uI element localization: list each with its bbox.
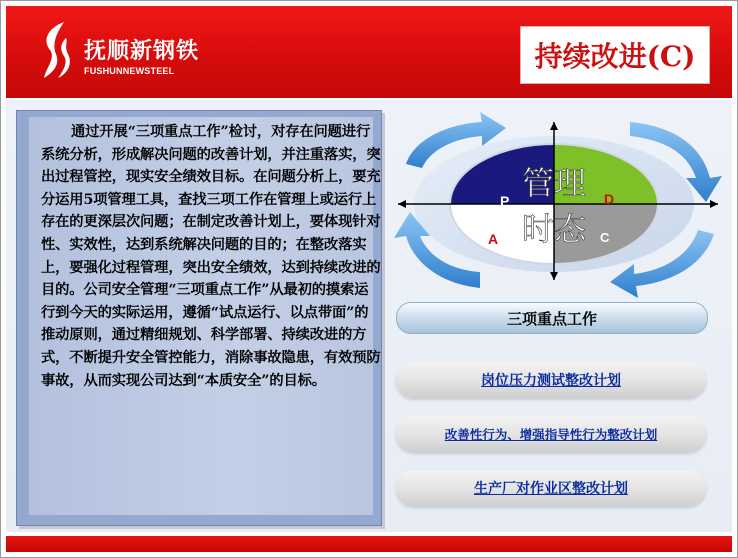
page-title: 持续改进(C) <box>534 40 696 73</box>
axis-arrow-right-icon <box>710 200 718 208</box>
header-bar <box>6 6 732 98</box>
axis-arrow-down-icon <box>550 272 558 280</box>
quadrant-label-c: C <box>600 230 610 245</box>
center-label-bottom: 时态 <box>521 210 587 248</box>
pdca-diagram <box>384 104 730 304</box>
company-logo-icon <box>40 20 72 82</box>
quadrant-label-a: A <box>488 231 499 247</box>
text-panel <box>16 110 382 526</box>
footer-bar <box>6 536 732 552</box>
plan-link-1[interactable]: 岗位压力测试整改计划 <box>481 373 621 389</box>
body-paragraph: 通过开展“三项重点工作”检讨，对存在问题进行系统分析，形成解决问题的改善计划，并注重落实，突出过程管控，现实安全绩效目标。在问题分析上，要充分运用5项管理工具，查找三项工作在管理上或运行上存在的更深层次问题；在制定改善计划上，要体现针对性、实效性，达到系统解决问题的目的；在整改落实上，要强化过程管理，突出安全绩效，达到持续改进的目的。公司安全管理“三项重点工作”从最初的摸索运行到今天的实际运用，遵循“试点运行、以点带面”的推动原则，通过精细规划、科学部署、持续改进的方式，不断提升安全管控能力，消除事故隐患，有效预防事故，从而实现公司达到“本质安全”的目标。 <box>41 124 381 389</box>
axis-arrow-left-icon <box>398 200 406 208</box>
plan-link-3[interactable]: 生产厂对作业区整改计划 <box>474 481 628 497</box>
center-label-top: 管理 <box>521 164 587 202</box>
company-name-cn: 抚顺新钢铁 <box>84 39 200 64</box>
quadrant-label-d: D <box>604 191 615 207</box>
plan-link-2[interactable]: 改善性行为、增强指导性行为整改计划 <box>444 427 658 442</box>
plan-item-2[interactable] <box>396 416 706 452</box>
section-header: 三项重点工作 <box>396 302 708 334</box>
plan-item-3[interactable] <box>396 470 706 506</box>
axis-arrow-up-icon <box>550 122 558 130</box>
quadrant-label-p: P <box>500 193 510 209</box>
title-box <box>520 26 710 84</box>
company-name-en: FUSHUNNEWSTEEL <box>84 66 175 76</box>
plan-item-1[interactable] <box>396 362 706 398</box>
